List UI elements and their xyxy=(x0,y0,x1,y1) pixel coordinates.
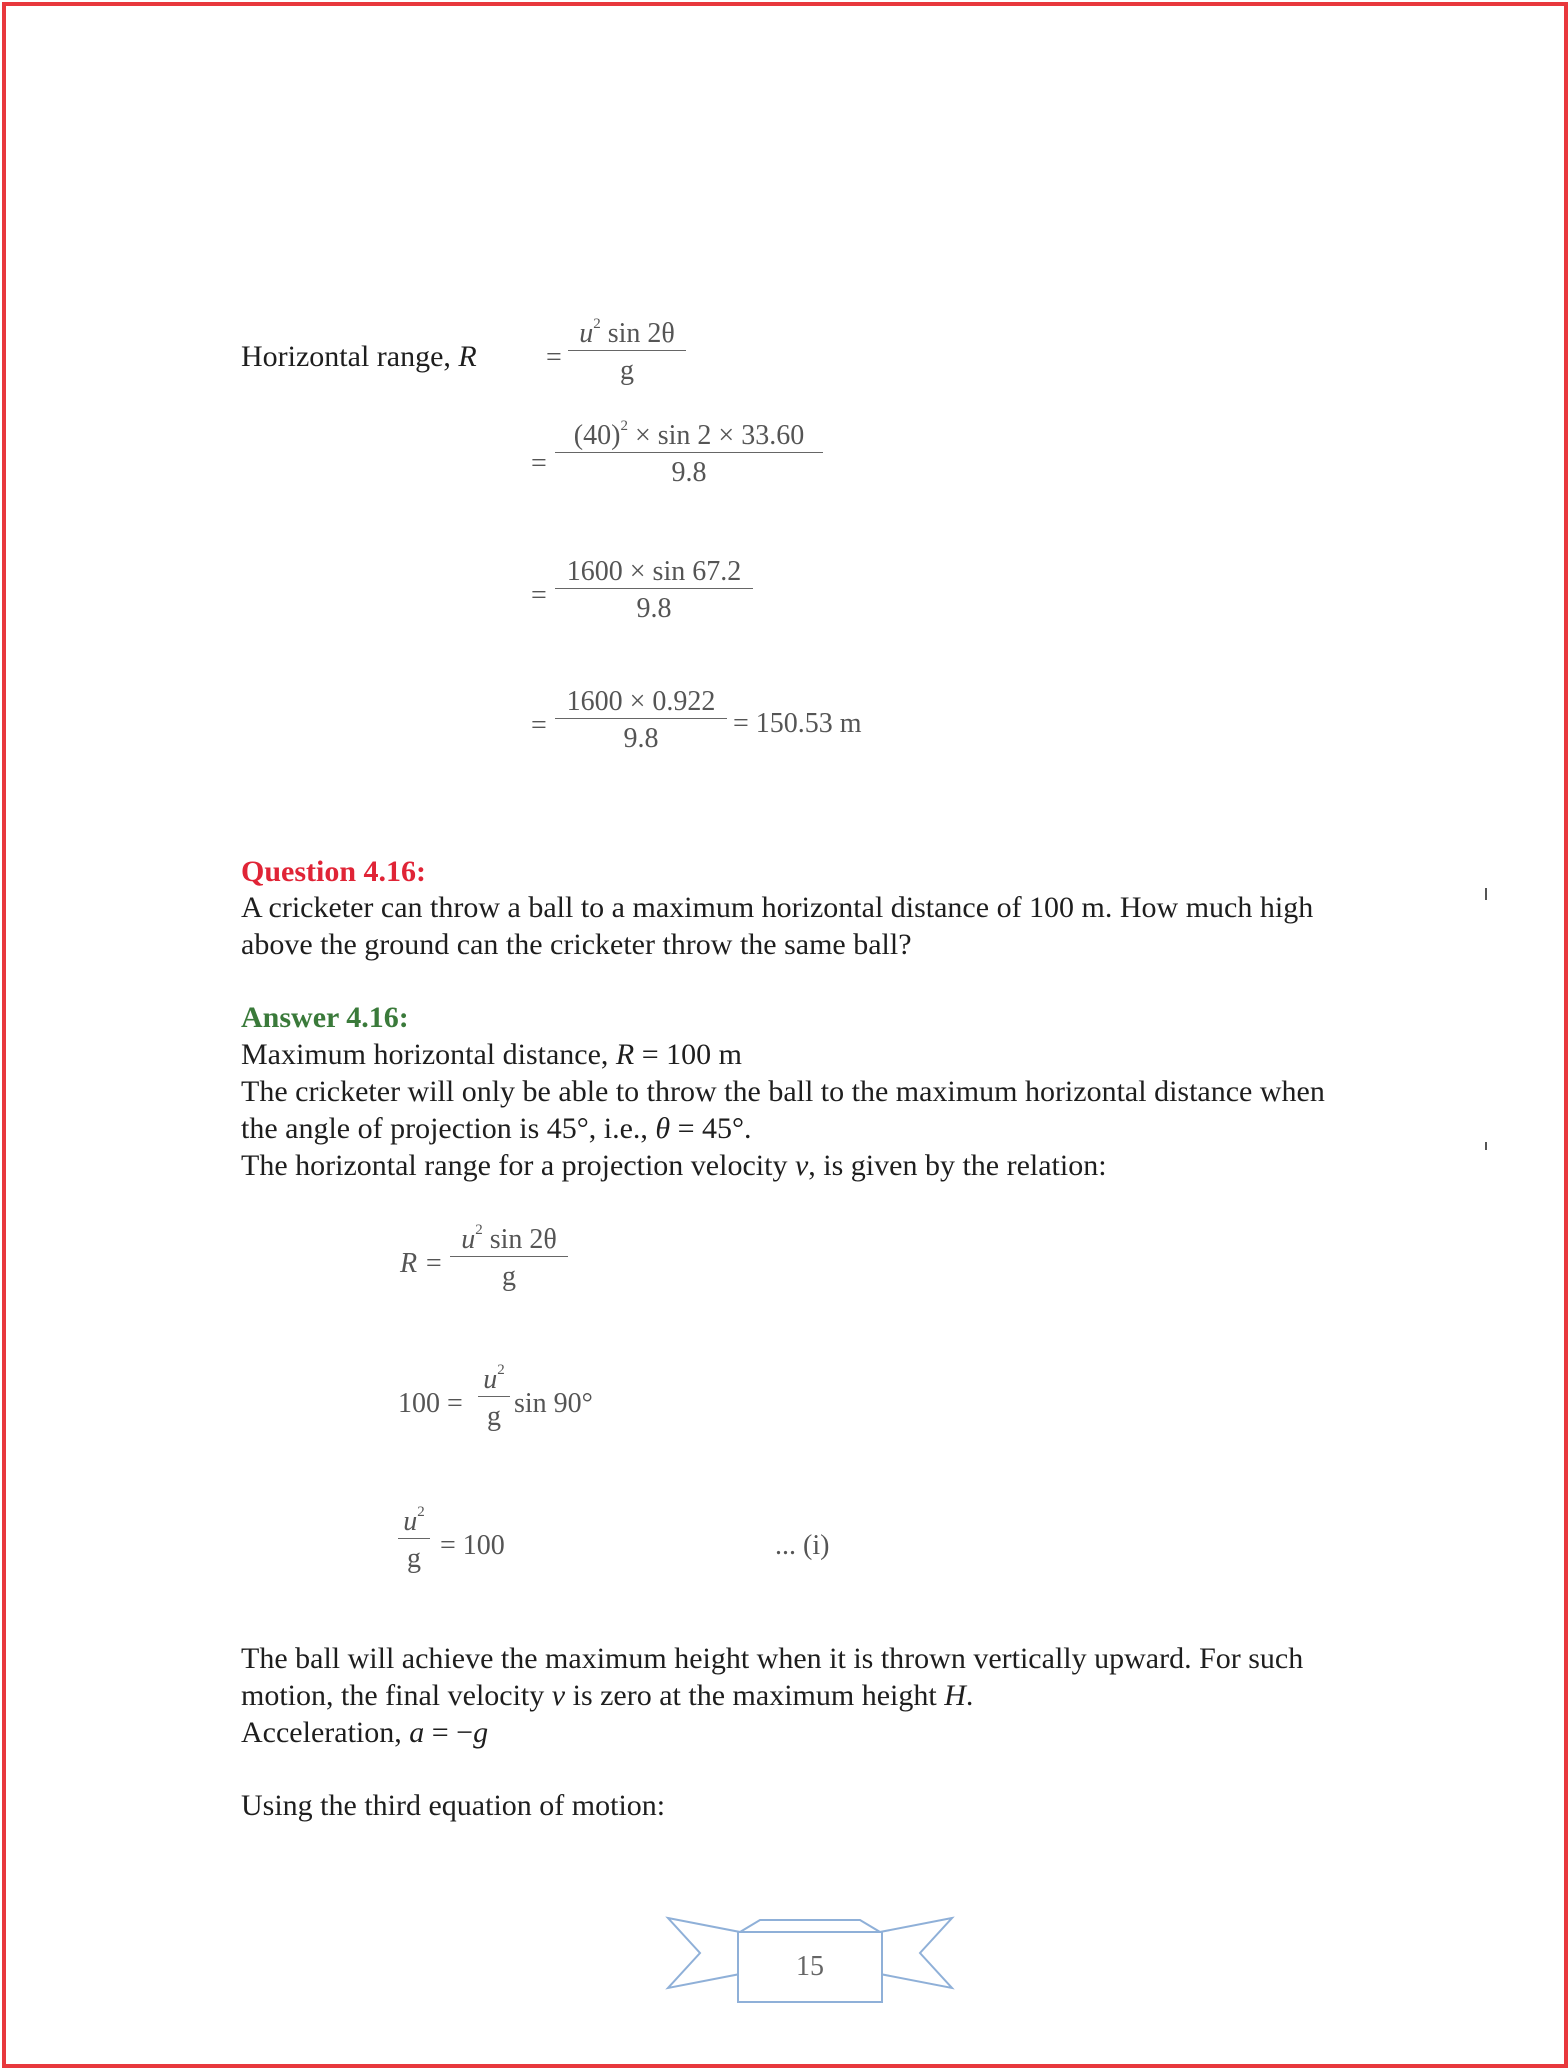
range-label: Horizontal range, R xyxy=(241,340,477,373)
answer-line-1: Maximum horizontal distance, R = 100 m xyxy=(241,1038,743,1071)
answer-line-2: The cricketer will only be able to throw the ball to the maximum horizontal distance when xyxy=(241,1075,1325,1108)
eq3-rhs: = 100 xyxy=(440,1530,505,1561)
equals-sign-2: = xyxy=(531,448,547,479)
page-border xyxy=(2,2,1568,2068)
para2-line-2: motion, the final velocity v is zero at the maximum height H. xyxy=(241,1679,974,1712)
margin-mark xyxy=(1485,888,1487,900)
equals-sign-3: = xyxy=(531,580,547,611)
eq2-fraction: $u^2$ g xyxy=(478,1364,510,1433)
range-fraction-1: $u^2$ sin 2θ g xyxy=(568,318,686,387)
eq2-rhs: sin 90° xyxy=(514,1388,593,1419)
range-fraction-2: $(40)^2 \times \sin 2 \times 33.60$ 9.8 xyxy=(555,420,823,489)
eq3-fraction: $u^2$ g xyxy=(398,1506,430,1575)
question-line-2: above the ground can the cricketer throw the same ball? xyxy=(241,928,912,961)
margin-mark xyxy=(1485,1142,1487,1150)
range-fraction-3: 1600 × sin 67.2 9.8 xyxy=(555,556,753,625)
eq1-lhs: R = xyxy=(400,1248,443,1279)
eq3-tag: ... (i) xyxy=(775,1530,830,1561)
range-result: = 150.53 m xyxy=(733,708,862,739)
eq2-lhs: 100 = xyxy=(398,1388,463,1419)
answer-line-3: the angle of projection is 45°, i.e., θ = 45°. xyxy=(241,1112,752,1145)
question-line-1: A cricketer can throw a ball to a maximum horizontal distance of 100 m. How much high xyxy=(241,891,1314,924)
eq1-fraction: $u^2$ sin 2θ g xyxy=(450,1224,568,1293)
ribbon-right-tail xyxy=(880,1918,952,1988)
para2-line-3: Acceleration, a = −g xyxy=(241,1716,489,1749)
question-heading: Question 4.16: xyxy=(241,855,427,888)
range-fraction-4: 1600 × 0.922 9.8 xyxy=(555,686,727,755)
answer-heading: Answer 4.16: xyxy=(241,1001,409,1034)
ribbon-left-tail xyxy=(668,1918,740,1988)
para2-line-4: Using the third equation of motion: xyxy=(241,1789,666,1822)
para2-line-1: The ball will achieve the maximum height when it is thrown vertically upward. For such xyxy=(241,1642,1304,1675)
equals-sign-4: = xyxy=(531,710,547,741)
page-number: 15 xyxy=(796,1951,824,1982)
answer-line-4: The horizontal range for a projection velocity v, is given by the relation: xyxy=(241,1149,1107,1182)
equals-sign-1: = xyxy=(546,342,562,373)
